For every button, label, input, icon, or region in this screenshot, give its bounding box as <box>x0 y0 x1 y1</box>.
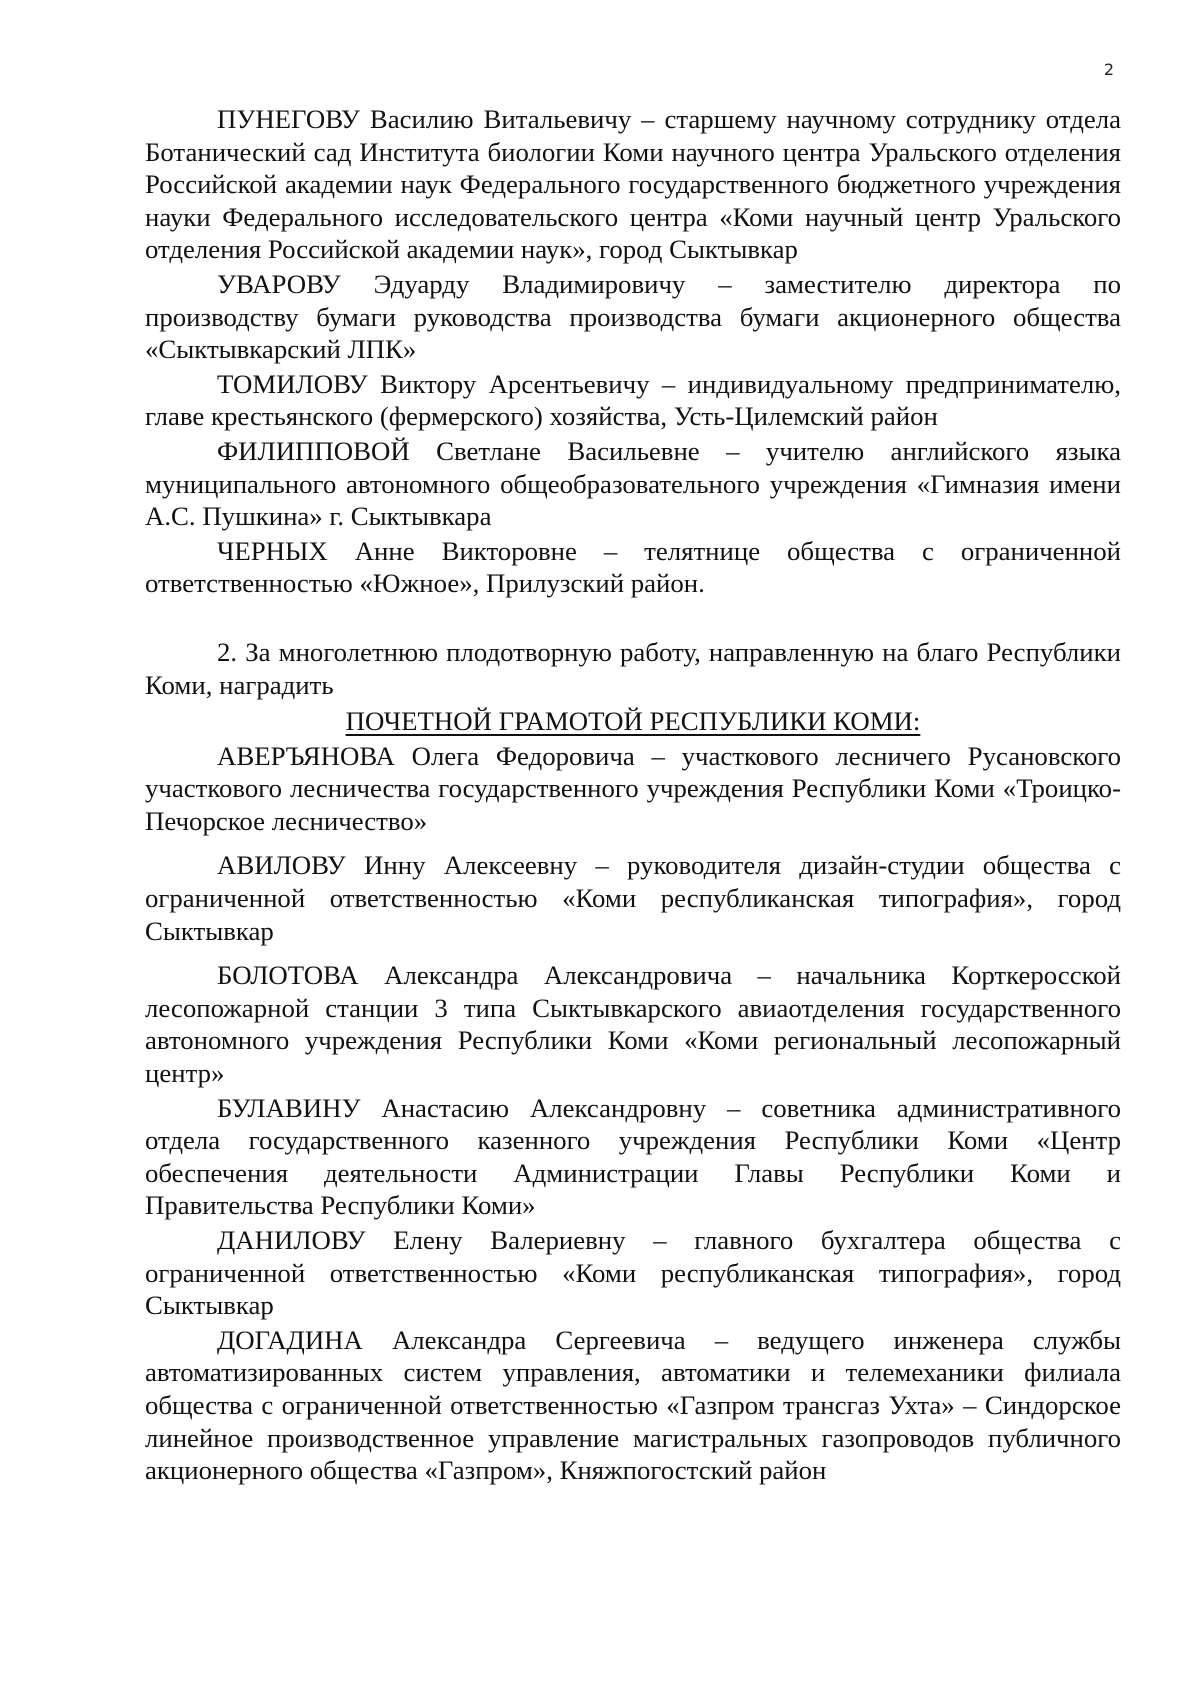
award-entry-avilova: АВИЛОВУ Инну Алексеевну – руководителя дизайн-студии общества с ограниченной ответственностью «Коми республиканская типография», город Сыктывкар <box>145 850 1121 946</box>
award-entry-bulavina: БУЛАВИНУ Анастасию Александровну – советника административного отдела государственного казенного учреждения Республики Коми «Центр обеспечения деятельности Администрации Главы Республики Коми и Правительства Республики Коми» <box>145 1092 1121 1221</box>
award-entry-dogadin: ДОГАДИНА Александра Сергеевича – ведущего инженера службы автоматизированных систем управления, автоматики и телемеханики филиала общества с ограниченной ответственностью «Газпром трансгаз Ухта» – Синдорское линейное производственное управление магистральных газопроводов публичного акционерного общества «Газпром», Княжпогостский район <box>145 1324 1121 1486</box>
award-entry-filippova: ФИЛИППОВОЙ Светлане Васильевне – учителю английского языка муниципального автономного общеобразовательного учреждения «Гимназия имени А.С. Пушкина» г. Сыктывкара <box>145 435 1121 532</box>
section-2-intro: 2. За многолетнюю плодотворную работу, направленную на благо Республики Коми, наградить <box>145 636 1121 700</box>
award-entry-bolotov: БОЛОТОВА Александра Александровича – начальника Корткеросской лесопожарной станции 3 типа Сыктывкарского авиаотделения государственного автономного учреждения Республики Коми «Коми региональный лесопожарный центр» <box>145 960 1121 1089</box>
award-entry-averyanov: АВЕРЪЯНОВА Олега Федоровича – участкового лесничего Русановского участкового лесничества государственного учреждения Республики Коми «Троицко-Печорское лесничество» <box>145 740 1121 836</box>
document-body <box>145 103 1121 1487</box>
award-entry-danilova: ДАНИЛОВУ Елену Валериевну – главного бухгалтера общества с ограниченной ответственностью «Коми республиканская типография», город Сыктывкар <box>145 1225 1121 1321</box>
page-number: 2 <box>1103 60 1114 79</box>
award-entry-tomilov: ТОМИЛОВУ Виктору Арсентьевичу – индивидуальному предпринимателю, главе крестьянского (фермерского) хозяйства, Усть-Цилемский район <box>145 368 1121 432</box>
award-heading: ПОЧЕТНОЙ ГРАМОТОЙ РЕСПУБЛИКИ КОМИ: <box>345 706 921 737</box>
award-entry-chernykh: ЧЕРНЫХ Анне Викторовне – телятнице общества с ограниченной ответственностью «Южное», Прилузский район. <box>145 535 1121 599</box>
award-entry-punegov: ПУНЕГОВУ Василию Витальевичу – старшему научному сотруднику отдела Ботанический сад Института биологии Коми научного центра Уральского отделения Российской академии наук Федерального государственного бюджетного учреждения науки Федерального исследовательского центра «Коми научный центр Уральского отделения Российской академии наук», город Сыктывкар <box>145 104 1121 265</box>
award-entry-uvarov: УВАРОВУ Эдуарду Владимировичу – заместителю директора по производству бумаги руководства производства бумаги акционерного общества «Сыктывкарский ЛПК» <box>145 268 1121 365</box>
